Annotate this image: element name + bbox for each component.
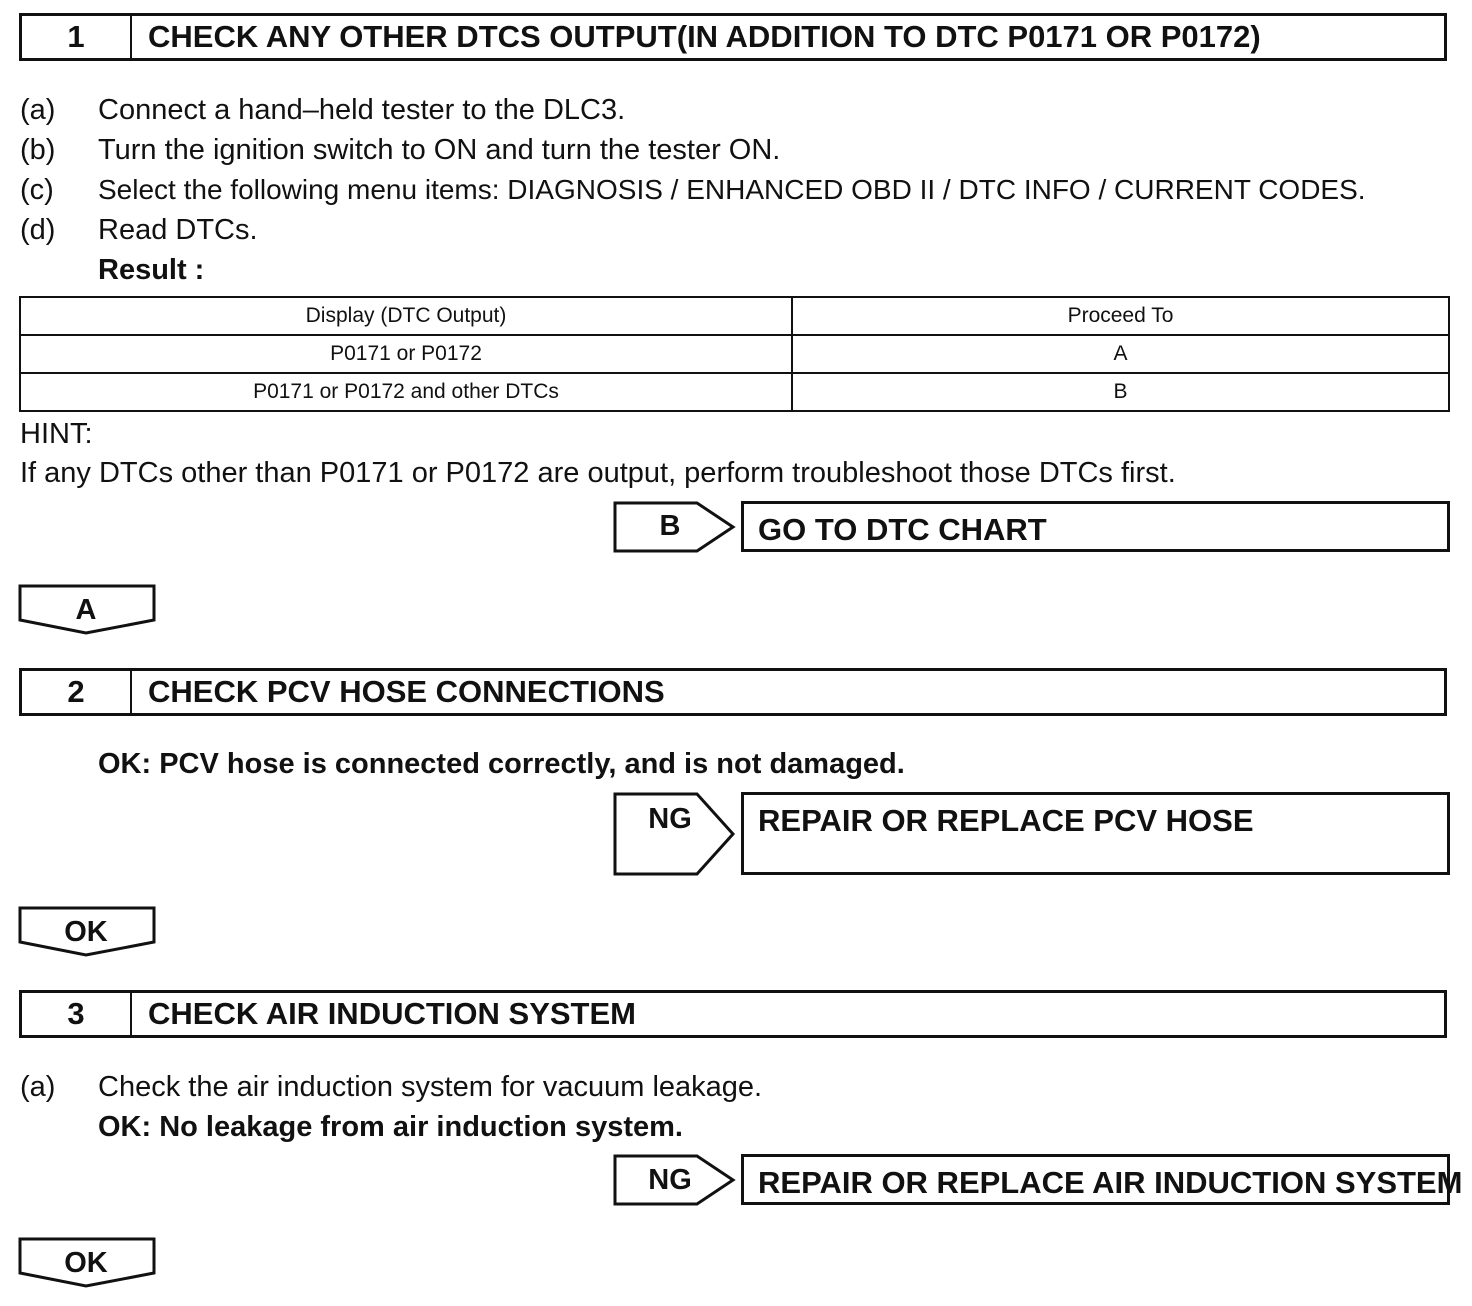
table-header-cell: Display (DTC Output) bbox=[20, 297, 792, 335]
branch-ng-code: NG bbox=[648, 803, 692, 835]
result-table bbox=[19, 296, 1450, 412]
branch-b-action: GO TO DTC CHART bbox=[758, 512, 1047, 547]
step-3-number: 3 bbox=[22, 993, 132, 1035]
branch-b-action-box bbox=[741, 501, 1450, 552]
step-3-ok-text: OK: No leakage from air induction system. bbox=[98, 1111, 683, 1143]
step-2-header bbox=[19, 668, 1447, 716]
step-3-title: CHECK AIR INDUCTION SYSTEM bbox=[148, 996, 636, 1031]
table-row bbox=[20, 335, 1449, 373]
hint-text: If any DTCs other than P0171 or P0172 are output, perform troubleshoot those DTCs first. bbox=[20, 457, 1176, 489]
table-cell: P0171 or P0172 and other DTCs bbox=[20, 373, 792, 411]
step-1-title: CHECK ANY OTHER DTCS OUTPUT(IN ADDITION TO DTC P0171 OR P0172) bbox=[148, 19, 1261, 54]
step-1-item-d-label: (d) bbox=[20, 214, 56, 246]
table-cell: B bbox=[792, 373, 1449, 411]
step-1-item-d-text: Read DTCs. bbox=[98, 214, 258, 246]
step-2-number: 2 bbox=[22, 671, 132, 713]
step-1-number: 1 bbox=[22, 16, 132, 58]
branch-ng-action: REPAIR OR REPLACE AIR INDUCTION SYSTEM bbox=[758, 1165, 1463, 1200]
table-cell: A bbox=[792, 335, 1449, 373]
step-1-item-a-label: (a) bbox=[20, 94, 56, 126]
branch-ng-code: NG bbox=[648, 1164, 692, 1196]
hint-label: HINT: bbox=[20, 418, 93, 450]
step-3-item-a-text: Check the air induction system for vacuum leakage. bbox=[98, 1071, 763, 1103]
table-header-row bbox=[20, 297, 1449, 335]
step-1-item-a-text: Connect a hand–held tester to the DLC3. bbox=[98, 94, 626, 126]
step-1-item-c-text: Select the following menu items: DIAGNOSIS / ENHANCED OBD II / DTC INFO / CURRENT CODES. bbox=[98, 174, 1366, 205]
step-3-header bbox=[19, 990, 1447, 1038]
step-1-item-b-label: (b) bbox=[20, 134, 56, 166]
next-ok-label: OK bbox=[64, 1247, 108, 1279]
step-3-item-a-label: (a) bbox=[20, 1071, 56, 1103]
branch-ng-action-box bbox=[741, 1154, 1463, 1205]
branch-ng-action: REPAIR OR REPLACE PCV HOSE bbox=[758, 803, 1254, 838]
step-1-item-c-label: (c) bbox=[20, 174, 54, 206]
step-1-item-b-text: Turn the ignition switch to ON and turn the tester ON. bbox=[98, 134, 781, 166]
branch-ng-action-box bbox=[741, 792, 1450, 875]
step-2-title: CHECK PCV HOSE CONNECTIONS bbox=[148, 674, 665, 709]
next-a-label: A bbox=[75, 594, 97, 626]
next-ok-label: OK bbox=[64, 916, 108, 948]
branch-b-code: B bbox=[659, 510, 681, 542]
step-2-ok-text: OK: PCV hose is connected correctly, and is not damaged. bbox=[98, 748, 905, 780]
table-row bbox=[20, 373, 1449, 411]
step-1-header bbox=[19, 13, 1447, 61]
table-cell: P0171 or P0172 bbox=[20, 335, 792, 373]
table-header-cell: Proceed To bbox=[792, 297, 1449, 335]
result-label: Result : bbox=[98, 254, 205, 286]
